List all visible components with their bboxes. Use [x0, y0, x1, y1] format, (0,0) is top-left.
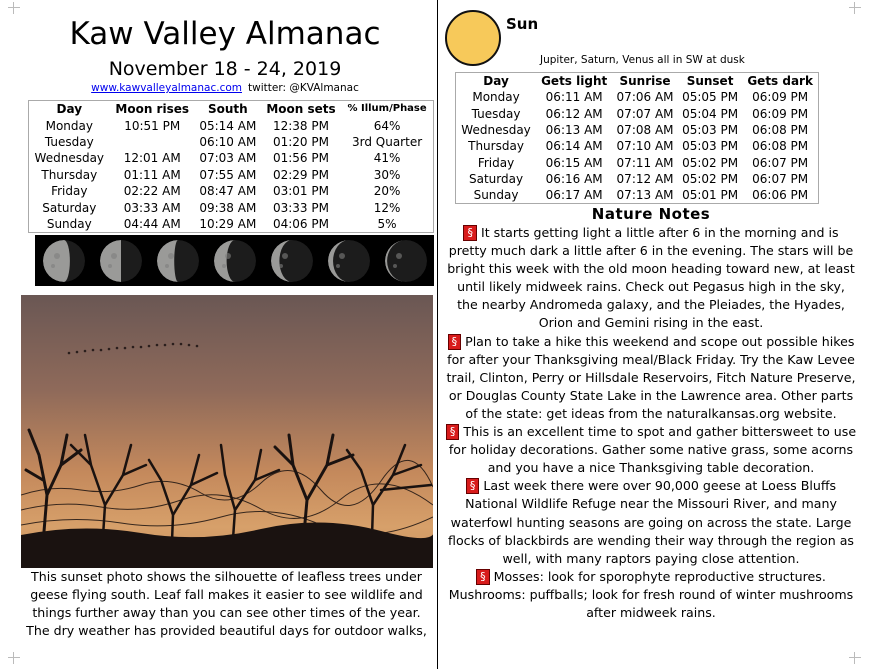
cell: [110, 134, 195, 150]
cell: Friday: [51, 184, 88, 199]
col-header: Day: [483, 74, 509, 89]
cell: Wednesday: [461, 123, 531, 138]
moon-phase-icon: [271, 240, 313, 282]
sunset-photo: [21, 295, 433, 568]
cell: 07:06 AM: [616, 90, 674, 105]
moon-table-header: [29, 101, 434, 118]
col-header: Day: [56, 102, 83, 117]
cell: 07:10 AM: [616, 139, 674, 154]
sun-table-header: [456, 73, 819, 90]
cell: 07:13 AM: [616, 188, 674, 203]
cell: 04:44 AM: [123, 216, 181, 231]
cell: 12%: [373, 200, 401, 215]
cell: 07:03 AM: [199, 151, 257, 166]
cell: 07:12 AM: [616, 171, 674, 186]
cell: 06:14 AM: [545, 139, 603, 154]
cell: 03:01 PM: [272, 184, 329, 199]
col-header: Gets light: [541, 74, 608, 89]
cell: 03:33 PM: [272, 200, 329, 215]
col-header: Sunset: [686, 74, 734, 89]
cell: 05:04 PM: [682, 106, 739, 121]
cell: 05:14 AM: [199, 118, 257, 133]
table-row: [29, 117, 434, 133]
table-row: [456, 106, 819, 122]
section-bullet-icon: §: [463, 225, 477, 241]
table-row: [29, 199, 434, 215]
col-header: South: [207, 102, 248, 117]
cell: 3rd Quarter: [351, 134, 423, 149]
photo-caption: This sunset photo shows the silhouette of leafless trees under geese flying south. Leaf fall makes it easier to see wildlife and things further away than you can see other times of the year. The dry weather has provided beautiful days for outdoor walks,: [26, 569, 427, 638]
cell: 06:13 AM: [545, 123, 603, 138]
links-line: [20, 81, 430, 95]
cell: Thursday: [41, 167, 98, 182]
moon-phase-icon: [157, 240, 199, 282]
cell: 06:09 PM: [752, 106, 809, 121]
cell: 07:11 AM: [616, 155, 674, 170]
moon-table: [28, 100, 434, 233]
almanac-title: Kaw Valley Almanac: [69, 16, 381, 52]
section-bullet-icon: §: [476, 569, 490, 585]
cell: 06:12 AM: [545, 106, 603, 121]
note-item: [445, 568, 857, 622]
note-text: Last week there were over 90,000 geese at Loess Bluffs National Wildlife Refuge near the Missouri River, and many waterfowl hunting seasons are going on across the state. Large flocks of blackbirds are wending their way through the region as well, with many raptors paying close attention.: [448, 478, 854, 566]
sun-table: [455, 72, 819, 204]
table-row: [456, 187, 819, 204]
sun-icon: [445, 10, 501, 66]
moon-phase-icon: [43, 240, 85, 282]
sun-title: Sun: [506, 15, 539, 33]
cell: 05:05 PM: [682, 90, 739, 105]
section-bullet-icon: §: [448, 334, 462, 350]
cell: 02:29 PM: [272, 167, 329, 182]
cell: 01:11 AM: [123, 167, 181, 182]
crop-mark: [8, 2, 20, 14]
note-text: It starts getting light a little after 6 in the morning and is pretty much dark a little after 6 in the evening. The stars will be bright this week with the old moon heading toward new, at least until likely midweek rains. Check out Pegasus high in the sky, the nearby Andromeda galaxy, and the Pleiades, the Hyades, Orion and Gemini rising in the east.: [447, 225, 855, 331]
cell: 06:15 AM: [545, 155, 603, 170]
cell: 05:03 PM: [682, 139, 739, 154]
cell: 07:55 AM: [199, 167, 257, 182]
cell: 12:38 PM: [272, 118, 329, 133]
cell: 06:07 PM: [752, 155, 809, 170]
note-text: Mosses: look for sporophyte reproductive structures. Mushrooms: puffballs; look for fresh round of winter mushrooms after midweek rains.: [448, 568, 854, 620]
cell: Saturday: [42, 200, 97, 215]
col-header: Moon rises: [115, 102, 190, 117]
section-bullet-icon: §: [446, 424, 460, 440]
cell: 03:33 AM: [123, 200, 181, 215]
section-bullet-icon: §: [466, 478, 480, 494]
cell: Friday: [477, 155, 515, 170]
table-row: [29, 134, 434, 150]
note-item: [445, 423, 857, 477]
crop-mark: [849, 2, 861, 14]
twitter-handle: twitter: @KVAlmanac: [248, 82, 359, 94]
table-row: [456, 89, 819, 105]
table-row: [456, 171, 819, 187]
cell: 06:06 PM: [752, 188, 809, 203]
cell: 01:20 PM: [272, 134, 329, 149]
cell: 20%: [373, 184, 401, 199]
cell: 08:47 AM: [199, 184, 257, 199]
cell: Tuesday: [44, 134, 94, 149]
cell: 06:07 PM: [752, 171, 809, 186]
col-header: % Illum/Phase: [347, 103, 427, 115]
note-item: [445, 224, 857, 333]
col-header: Moon sets: [266, 102, 336, 117]
moon-phase-icon: [385, 240, 427, 282]
col-header: Sunrise: [619, 74, 671, 89]
cell: 04:06 PM: [272, 216, 329, 231]
table-row: [29, 150, 434, 166]
cell: 02:22 AM: [123, 184, 181, 199]
table-row: [29, 167, 434, 183]
cell: Sunday: [473, 188, 519, 203]
table-row: [29, 183, 434, 199]
moon-phase-icon: [100, 240, 142, 282]
cell: 01:56 PM: [272, 151, 329, 166]
cell: 07:08 AM: [616, 123, 674, 138]
moon-phase-icon: [214, 240, 256, 282]
cell: 07:07 AM: [616, 106, 674, 121]
cell: 06:08 PM: [752, 123, 809, 138]
note-item: [445, 477, 857, 567]
cell: Tuesday: [471, 106, 521, 121]
cell: 06:08 PM: [752, 139, 809, 154]
crop-mark: [849, 652, 861, 664]
planets-note: Jupiter, Saturn, Venus all in SW at dusk: [540, 54, 745, 66]
cell: 05:02 PM: [682, 171, 739, 186]
note-text: This is an excellent time to spot and gather bittersweet to use for holiday decorations. Gather some native grass, some acorns and you have a nice Thanksgiving table decoration.: [448, 424, 857, 476]
cell: Wednesday: [34, 151, 105, 166]
cell: 10:51 PM: [124, 118, 181, 133]
cell: 5%: [377, 216, 397, 231]
crop-mark: [8, 652, 20, 664]
table-row: [29, 216, 434, 233]
cell: 06:10 AM: [199, 134, 257, 149]
cell: 06:09 PM: [752, 90, 809, 105]
table-row: [456, 154, 819, 170]
cell: 06:11 AM: [545, 90, 603, 105]
cell: Sunday: [46, 216, 92, 231]
cell: Monday: [45, 118, 93, 133]
note-text: Plan to take a hike this weekend and scope out possible hikes for after your Thanksgiving meal/Black Friday. Try the Kaw Levee trail, Clinton, Perry or Hillsdale Reservoirs, Fitch Nature Preserve, or Douglas County State Lake in the Lawrence area. Other parts of the state: get ideas from the naturalkansas.org website.: [446, 333, 856, 421]
cell: 30%: [373, 167, 401, 182]
cell: 64%: [373, 118, 401, 133]
cell: 09:38 AM: [199, 200, 257, 215]
moon-phase-icon: [328, 240, 370, 282]
col-header: Gets dark: [747, 74, 813, 89]
cell: Thursday: [468, 139, 524, 154]
table-row: [456, 138, 819, 154]
cell: 05:01 PM: [682, 188, 739, 203]
note-item: [445, 333, 857, 423]
cell: Monday: [472, 90, 520, 105]
cell: 05:03 PM: [682, 123, 739, 138]
cell: 41%: [373, 151, 401, 166]
cell: Saturday: [469, 171, 524, 186]
date-range: November 18 - 24, 2019: [108, 58, 342, 80]
table-row: [456, 122, 819, 138]
nature-notes-title: Nature Notes: [591, 205, 711, 223]
cell: 12:01 AM: [123, 151, 181, 166]
cell: 05:02 PM: [682, 155, 739, 170]
column-divider: [437, 0, 438, 669]
moon-phase-strip: [35, 235, 434, 286]
cell: 06:17 AM: [545, 188, 603, 203]
nature-notes: [445, 224, 857, 622]
website-link[interactable]: www.kawvalleyalmanac.com: [91, 82, 242, 94]
cell: 10:29 AM: [199, 216, 257, 231]
cell: 06:16 AM: [545, 171, 603, 186]
